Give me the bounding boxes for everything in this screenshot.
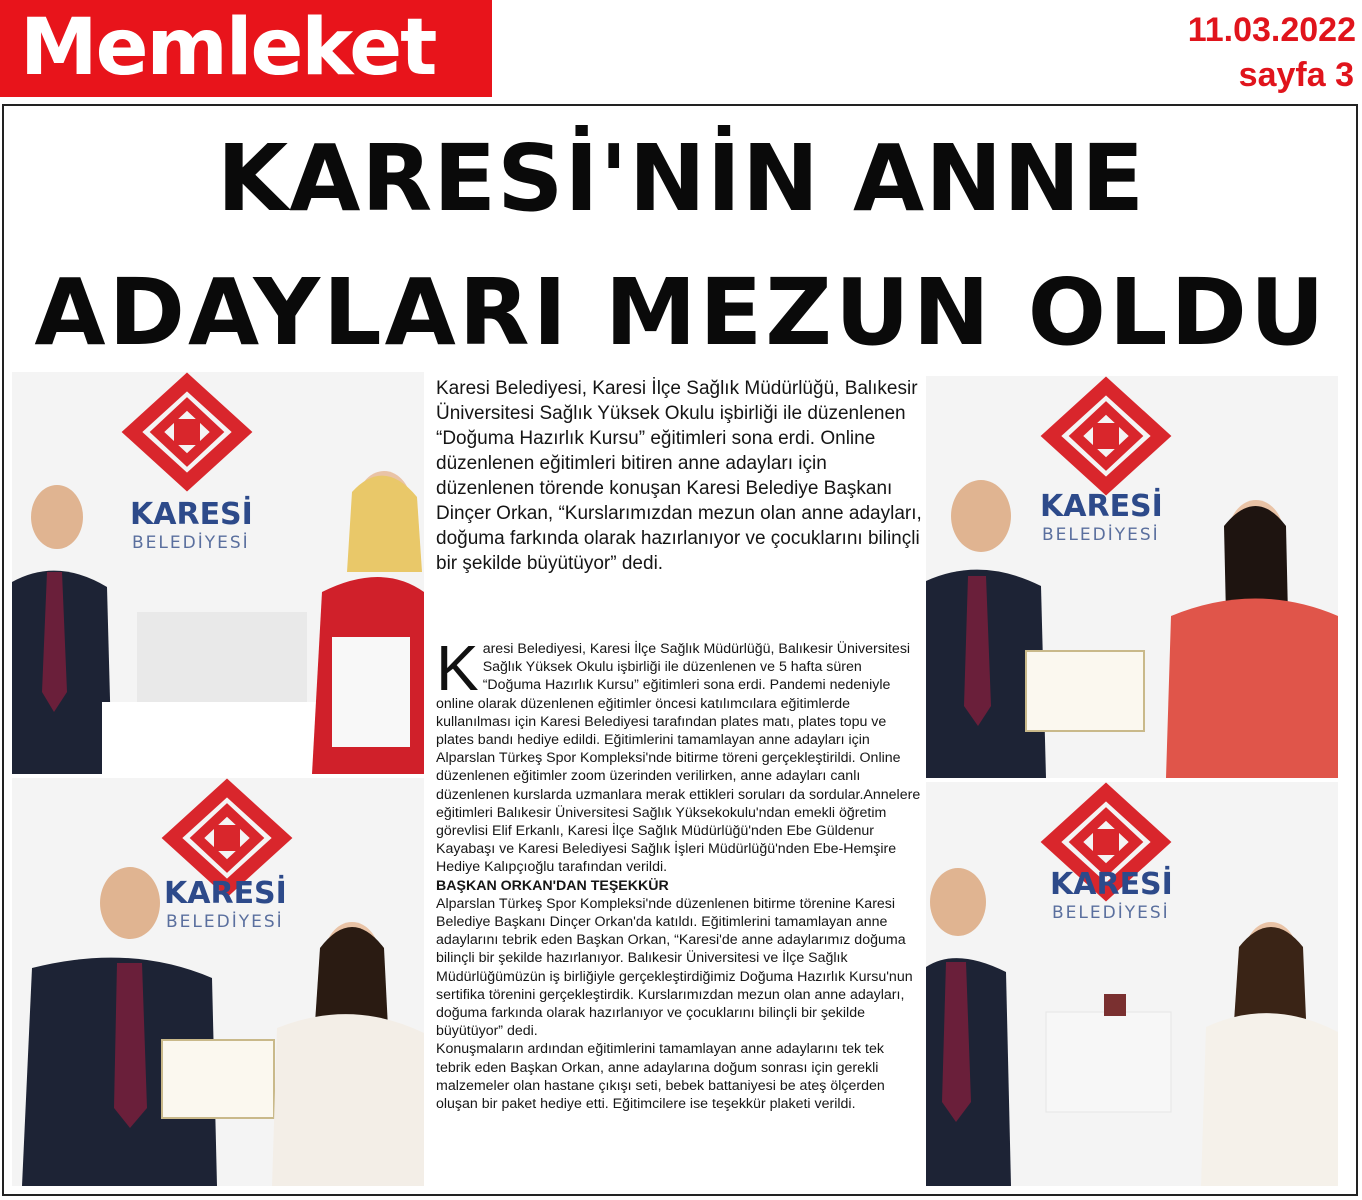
photo-logo-sub: BELEDİYESİ <box>1052 903 1170 923</box>
photo-logo-word: KARESİ <box>1040 489 1163 524</box>
photo-logo-word: KARESİ <box>164 876 287 911</box>
photo-logo-sub: BELEDİYESİ <box>166 912 284 932</box>
body-paragraph-1: aresi Belediyesi, Karesi İlçe Sağlık Müdürlüğü, Balıkesir Üniversitesi Sağlık Yüksek Okulu işbirliği ile düzenlenen ve 5 hafta süren “Doğuma Hazırlık Kursu” eğitimleri sona erdi. Pandemi nedeniyle online olarak düzenlenen eğitimler öncesi katılımcılara eğitimlerde kullanılması için Karesi Belediyesi tarafından plates matı, plates topu ve plates bandı hediye edildi. Eğitimlerini tamamlayan anne adayları için Alparslan Türkeş Spor Kompleksi'nde bitirme töreni gerçekleştirildi. Online düzenlenen eğitimler zoom üzerinden verilirken, anne adayları canlı düzenlenen kurslarda uzmanlara merak ettikleri soruları da sordular.Annelere eğitimleri Balıkesir Üniversitesi Sağlık Yüksekokulu'ndan emekli öğretim görevlisi Elif Erkanlı, Karesi İlçe Sağlık Müdürlüğü'nden Ebe Güldenur Kayabaşı ve Karesi Belediyesi Sağlık İşleri Müdürlüğü'nden Ebe-Hemşire Hediye Kalıpçıoğlu tarafından verildi. <box>436 641 921 876</box>
headline-line-2: ADAYLARI MEZUN OLDU <box>34 259 1328 366</box>
article-body <box>436 632 922 1113</box>
body-subheading: BAŞKAN ORKAN'DAN TEŞEKKÜR <box>436 877 669 894</box>
headline-line-1: KARESİ'NİN ANNE <box>216 125 1146 232</box>
drop-cap: K <box>436 632 479 704</box>
photo-logo-word: KARESİ <box>130 497 253 532</box>
photo-top-left <box>12 372 424 774</box>
masthead <box>0 0 492 97</box>
photo-logo-sub: BELEDİYESİ <box>132 533 250 553</box>
photo-logo-word: KARESİ <box>1050 867 1173 902</box>
body-paragraph-2: Alparslan Türkeş Spor Kompleksi'nde düzenlenen bitirme törenine Karesi Belediye Başkanı Dinçer Orkan'da katıldı. Eğitimlerini tamamlayan anne adaylarını tebrik eden Başkan Orkan, “Karesi'de anne adaylarımız doğuma bilinçli bir şekilde hazırlanıyor. Balıkesir Üniversitesi ve İlçe Sağlık Müdürlüğümüzün iş birliğiyle gerçekleştirdiğimiz Doğuma Hazırlık Kursu'nun sertifika törenini gerçekleştirdik. Kurslarımızdan mezun olan anne adayları, doğuma farkında olarak hazırlanıyor ve çocuklarını bilinçli bir şekilde büyütüyor” dedi. <box>436 895 913 1040</box>
photo-top-right <box>926 376 1338 778</box>
page-number: sayfa 3 <box>1238 56 1354 94</box>
photo-bottom-right <box>926 782 1338 1186</box>
body-paragraph-3: Konuşmaların ardından eğitimlerini tamamlayan anne adaylarını tek tek tebrik eden Başkan Orkan, anne adaylarına doğum sonrası için gerekli malzemeler olan hastane çıkışı seti, bebek battaniyesi be ateş ölçerden oluşan bir paket hediye etti. Eğitimcilere ise teşekkür plaketi verildi. <box>436 1041 885 1113</box>
issue-date: 11.03.2022 <box>1187 11 1356 49</box>
photo-bottom-left <box>12 778 424 1186</box>
article-lead: Karesi Belediyesi, Karesi İlçe Sağlık Müdürlüğü, Balıkesir Üniversitesi Sağlık Yüksek Okulu işbirliği ile düzenlenen “Doğuma Hazırlık Kursu” eğitimleri sona erdi. Online düzenlenen eğitimleri bitiren anne adayları için düzenlenen törende konuşan Karesi Belediye Başkanı Dinçer Orkan, “Kurslarımızdan mezun olan anne adayları, doğuma farkında olarak hazırlanıyor ve çocuklarını bilinçli bir şekilde büyütüyor” dedi. <box>436 378 922 574</box>
masthead-title: Memleket <box>20 3 436 93</box>
photo-logo-sub: BELEDİYESİ <box>1042 525 1160 545</box>
